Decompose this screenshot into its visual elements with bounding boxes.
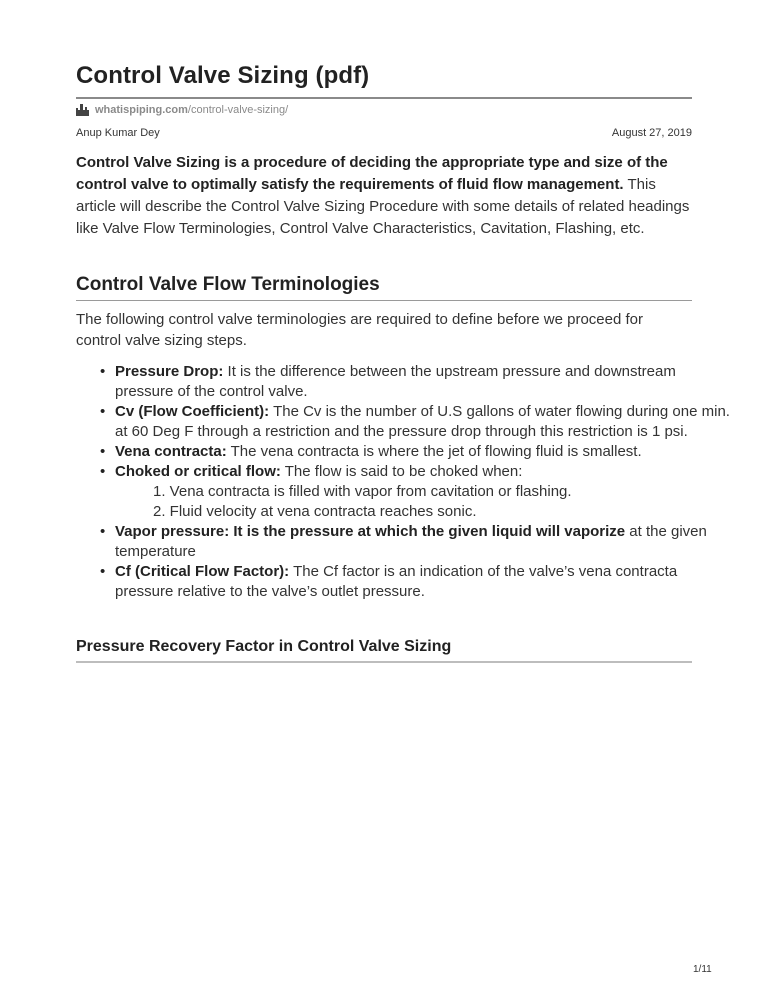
section-heading-pressure-recovery: Pressure Recovery Factor in Control Valve Sizing: [76, 638, 452, 655]
section-paragraph: The following control valve terminologies are required to define before we proceed for control valve sizing steps.: [76, 311, 643, 349]
title-divider: [76, 97, 692, 99]
intro-rest: This article will describe the Control Valve Sizing Procedure with some details of related headings like Valve Flow Terminologies, Control Valve Characteristics, Cavitation, Flashing, etc.: [76, 176, 690, 237]
sub-list-item: 1. Vena contracta is filled with vapor from cavitation or flashing.: [153, 483, 572, 500]
byline: [76, 127, 692, 139]
term-label: Pressure Drop:: [115, 363, 224, 380]
list-item: [115, 562, 731, 602]
list-item: [115, 362, 731, 402]
term-definition: The vena contracta is where the jet of flowing fluid is smallest.: [226, 443, 642, 460]
list-item: [115, 402, 731, 442]
term-label: Vena contracta:: [115, 443, 227, 460]
publish-date: August 27, 2019: [611, 127, 692, 139]
sub-list-item: 2. Fluid velocity at vena contracta reaches sonic.: [153, 503, 477, 520]
site-favicon-icon: [76, 104, 90, 116]
source-domain: whatispiping.com: [95, 104, 188, 116]
section-heading-terminologies: Control Valve Flow Terminologies: [76, 274, 380, 295]
term-definition: The flow is said to be choked when:: [280, 463, 523, 480]
term-label: Choked or critical flow:: [115, 463, 281, 480]
page-title: Control Valve Sizing (pdf): [76, 62, 370, 89]
intro-bold: Control Valve Sizing is a procedure of deciding the appropriate type and size of the control valve to optimally satisfy the requirements of fluid flow management.: [76, 154, 668, 193]
term-definition: at the given temperature: [115, 523, 707, 560]
intro-paragraph: [76, 152, 692, 240]
list-item: [115, 462, 731, 522]
term-label: Cv (Flow Coefficient):: [115, 403, 270, 420]
term-label: Cf (Critical Flow Factor):: [115, 563, 290, 580]
term-definition: It is the difference between the upstream pressure and downstream pressure of the control valve.: [115, 363, 676, 400]
term-definition: The Cf factor is an indication of the valve’s vena contracta pressure relative to the valve’s outlet pressure.: [115, 563, 678, 600]
section-divider: [76, 661, 692, 663]
source-link[interactable]: [76, 104, 288, 116]
choked-flow-conditions: [115, 482, 731, 522]
author: Anup Kumar Dey: [76, 127, 160, 139]
term-definition: The Cv is the number of U.S gallons of water flowing during one min. at 60 Deg F through a restriction and the pressure drop through this restriction is 1 psi.: [115, 403, 730, 440]
section-divider: [76, 300, 692, 301]
terms-list: [76, 362, 731, 602]
list-item: [115, 522, 731, 562]
term-label: Vapor pressure: It is the pressure at which the given liquid will vaporize: [115, 523, 626, 540]
source-path: /control-valve-sizing/: [187, 104, 289, 116]
list-item: [115, 442, 731, 462]
page-number: 1/11: [693, 964, 712, 975]
